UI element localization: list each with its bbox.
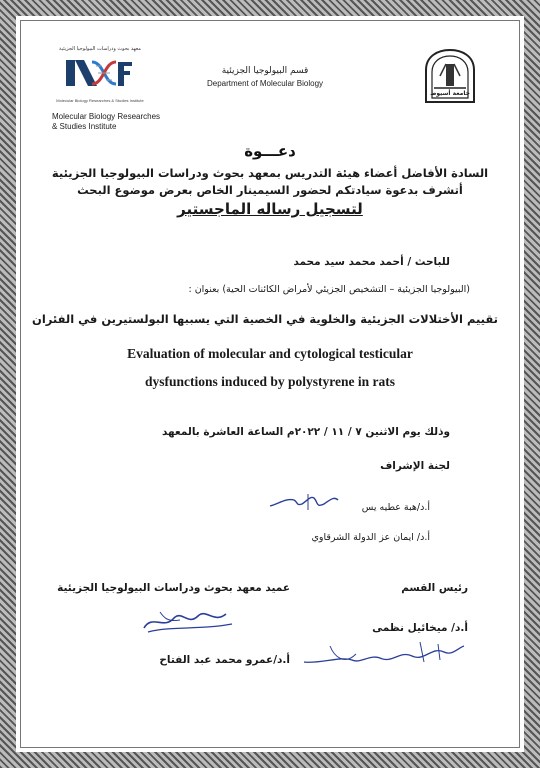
logo-caption: Molecular Biology Researches & Studies Institute	[56, 98, 144, 103]
university-logo-text: جامعة أسيوط	[430, 90, 470, 97]
dean-name: أ.د/عمرو محمد عبد الفتاح	[159, 654, 290, 666]
department-arabic: قسم البيولوجيا الجزيئية	[221, 66, 309, 76]
university-logo	[420, 46, 480, 106]
department-english: Department of Molecular Biology	[206, 79, 324, 88]
supervisor-1: أ.د/هبة عطيه يس	[361, 502, 430, 513]
institute-name	[52, 112, 202, 132]
thesis-title-english-line1: Evaluation of molecular and cytological testicular	[127, 346, 413, 361]
thesis-title-arabic: تقييم الأختلالات الجزيئية والخلوية في الخصية التي يسببها البولستيرين في الفئران	[32, 312, 498, 326]
invitation-purpose: لتسجيل رساله الماجستير	[177, 200, 363, 218]
department-head-name: أ.د/ ميخائيل نظمى	[372, 622, 468, 634]
institute-name-line1: Molecular Biology Researches	[52, 112, 161, 121]
invitation-line2: أتشرف بدعوة سيادتكم لحضور السيمينار الخاص بعرض موضوع البحث	[77, 183, 463, 197]
invitation-title: دعـــوة	[244, 142, 296, 160]
institute-name-line2: & Studies Institute	[52, 122, 117, 131]
researcher-name: للباحث / أحمد محمد سيد محمد	[293, 256, 450, 268]
seminar-date: وذلك يوم الاثنين ٧ / ١١ / ٢٠٢٢م الساعة العاشرة بالمعهد	[161, 426, 450, 438]
department-head-title: رئيس القسم	[401, 582, 468, 594]
invitation-line1: السادة الأفاضل أعضاء هيئة التدريس بمعهد بحوث ودراسات البيولوجيا الجزيئية	[51, 166, 489, 180]
dean-signature	[140, 606, 236, 636]
department-head-signature	[300, 636, 468, 672]
research-field: (البيولوجيا الجزيئية – التشخيص الجزيئي لأمراض الكائنات الحية) بعنوان :	[188, 284, 470, 295]
institute-logo	[52, 46, 148, 103]
thesis-title-english-line2: dysfunctions induced by polystyrene in rats	[145, 374, 395, 389]
dean-title: عميد معهد بحوث ودراسات البيولوجيا الجزيئية	[57, 582, 290, 594]
supervisor-1-signature	[268, 490, 344, 514]
supervisor-2: أ.د/ ايمان عز الدولة الشرقاوي	[311, 532, 430, 543]
dna-logo-icon	[52, 54, 148, 94]
university-emblem-icon	[420, 46, 480, 106]
committee-title: لجنة الإشراف	[380, 460, 450, 472]
institute-arabic-small: معهد بحوث ودراسات البيولوجيا الجزيئية	[59, 46, 141, 52]
